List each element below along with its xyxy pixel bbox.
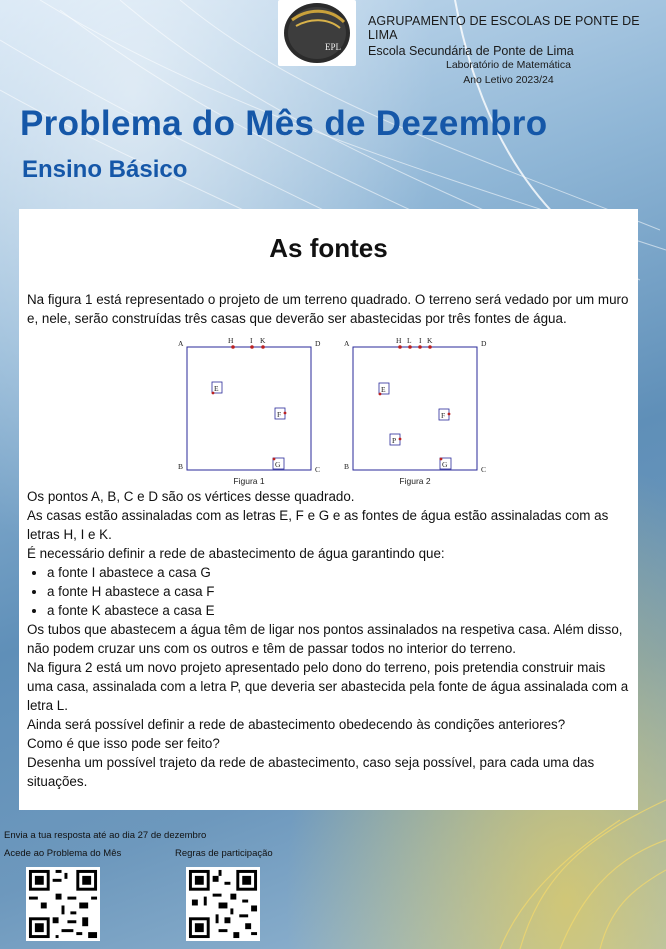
fig1-label-h: H xyxy=(228,336,234,345)
fig1-label-i: I xyxy=(250,336,253,345)
lab-name: Laboratório de Matemática xyxy=(446,59,571,71)
fig2-label-h: H xyxy=(396,336,402,345)
fig2-label-a: A xyxy=(344,339,350,348)
fig1-label-d: D xyxy=(315,339,321,348)
paragraph-question1: Ainda será possível definir a rede de abastecimento obedecendo às condições anteriores? xyxy=(27,717,566,732)
school-group: AGRUPAMENTO DE ESCOLAS DE PONTE DE LIMA xyxy=(368,14,640,42)
list-item: • a fonte K abastece a casa E xyxy=(47,601,630,620)
fig2-label-d: D xyxy=(481,339,487,348)
paragraph-figure2: Na figura 2 está um novo projeto apresentado pelo dono do terreno, pois pretendia construir mais uma casa, assinalada com a letra P, que deveria ser abastecida pela fonte de água assinalada com a letra L. xyxy=(27,660,629,713)
figure-2-caption: Figura 2 xyxy=(399,476,431,486)
paragraph-question2: Como é que isso pode ser feito? xyxy=(27,736,220,751)
figures xyxy=(27,331,630,487)
fig1-label-a: A xyxy=(178,339,184,348)
problem-card xyxy=(19,209,638,810)
page-subtitle: Ensino Básico xyxy=(22,156,188,183)
page-title: Problema do Mês de Dezembro xyxy=(20,104,548,143)
figure-1-caption: Figura 1 xyxy=(233,476,265,486)
paragraph-vertices: Os pontos A, B, C e D são os vértices desse quadrado. xyxy=(27,489,355,504)
deadline-text: Envia a tua resposta até ao dia 27 de dezembro xyxy=(4,830,207,841)
list-item: • a fonte H abastece a casa F xyxy=(47,582,630,601)
fig2-label-b: B xyxy=(344,462,350,471)
fig1-house-f: F xyxy=(277,410,282,419)
fig2-house-p: P xyxy=(392,436,397,445)
list-item: • a fonte I abastece a casa G xyxy=(47,563,630,582)
fig1-label-c: C xyxy=(315,465,321,474)
fig2-label-c: C xyxy=(481,465,487,474)
school-logo xyxy=(278,0,356,66)
figure-2 xyxy=(344,336,487,486)
fig2-label-i: I xyxy=(419,336,422,345)
figures-svg xyxy=(27,331,630,487)
fig1-label-b: B xyxy=(178,462,184,471)
fig2-label-k: K xyxy=(427,336,433,345)
rules-link-label: Regras de participação xyxy=(175,848,273,859)
figure-1 xyxy=(178,336,321,486)
fig2-house-f: F xyxy=(441,411,446,420)
qr-code-problem[interactable] xyxy=(26,867,100,941)
paragraph-task: Desenha um possível trajeto da rede de abastecimento, caso seja possível, para cada uma das situações. xyxy=(27,755,595,789)
fig1-label-k: K xyxy=(260,336,266,345)
fig1-house-g: G xyxy=(275,460,281,469)
rules-list xyxy=(27,563,630,620)
paragraph-houses: As casas estão assinaladas com as letras E, F e G e as fontes de água estão assinaladas com as letras H, I e K. xyxy=(27,508,609,542)
intro-paragraph: Na figura 1 está representado o projeto de um terreno quadrado. O terreno será vedado por um muro e, nele, serão construídas três casas que deverão ser abastecidas por três fontes de água. xyxy=(27,292,629,326)
fig1-house-e: E xyxy=(214,384,219,393)
fig2-label-l: L xyxy=(407,336,412,345)
problem-title: As fontes xyxy=(269,233,388,263)
school-year: Ano Letivo 2023/24 xyxy=(463,74,554,86)
fig2-house-g: G xyxy=(442,460,448,469)
school-name: Escola Secundária de Ponte de Lima xyxy=(368,44,574,58)
paragraph-conditions: É necessário definir a rede de abastecimento de água garantindo que: xyxy=(27,546,445,561)
qr-code-rules[interactable] xyxy=(186,867,260,941)
problem-link-label: Acede ao Problema do Mês xyxy=(4,848,122,859)
logo-initials: EPL xyxy=(325,42,342,52)
paragraph-pipes: Os tubos que abastecem a água têm de ligar nos pontos assinalados na respetiva casa. Além disso, não podem cruzar uns com os outros e têm de passar todos no interior do terreno. xyxy=(27,622,623,656)
fig2-house-e: E xyxy=(381,385,386,394)
